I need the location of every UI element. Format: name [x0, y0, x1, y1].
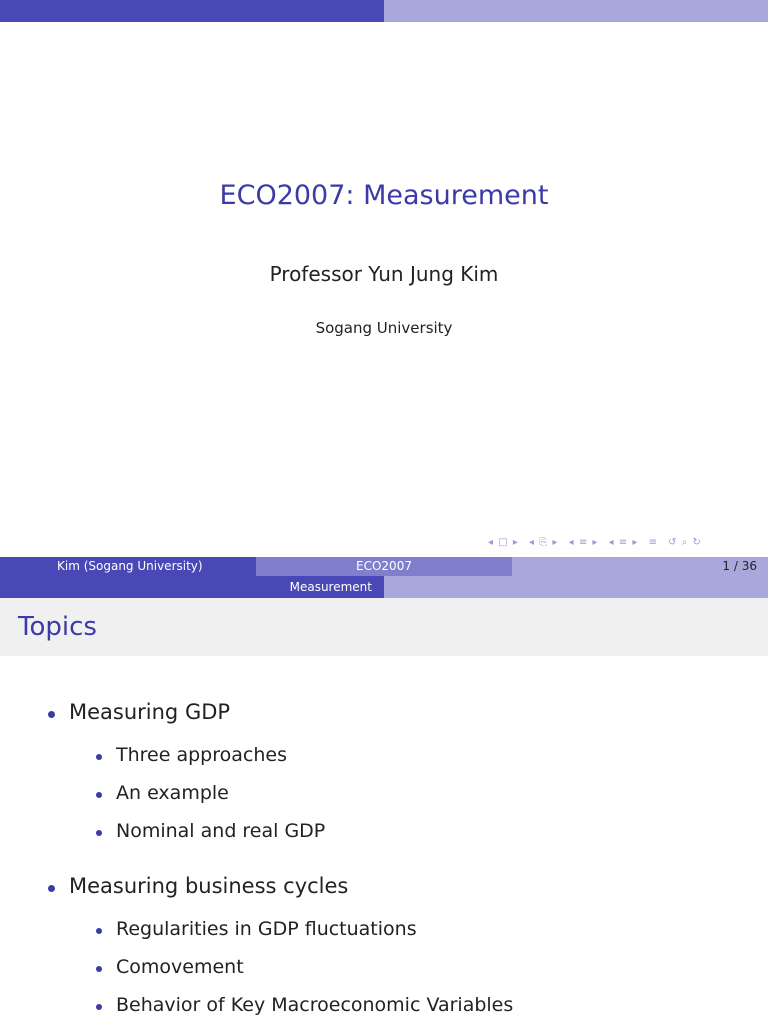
list-subitem [116, 782, 229, 804]
list-item-label: Measuring business cycles [69, 874, 349, 898]
bullet-icon [96, 928, 102, 934]
page-number: 1 / 36 [722, 559, 757, 573]
footline-author-box [0, 557, 256, 576]
list-item [69, 700, 230, 724]
nav-section-icon[interactable]: ◂ ≡ ▸ [568, 537, 599, 548]
list-subitem-label: Comovement [116, 956, 244, 978]
list-subitem [116, 956, 244, 978]
list-item [69, 874, 348, 898]
frame-title-bar [0, 598, 768, 656]
footline-title-box [256, 557, 512, 576]
bullet-icon [96, 830, 102, 836]
bullet-icon [96, 1004, 102, 1010]
presentation-author: Professor Yun Jung Kim [269, 262, 499, 286]
list-item-label: Measuring GDP [69, 700, 231, 724]
list-subitem [116, 994, 513, 1016]
frame-title: Topics [18, 612, 97, 642]
section-label[interactable]: Measurement [289, 580, 372, 594]
footline-title: ECO2007 [356, 559, 412, 573]
list-subitem-label: Nominal and real GDP [116, 820, 326, 842]
top-header-bar [0, 0, 768, 22]
list-subitem-label: Three approaches [116, 744, 287, 766]
nav-document-icon[interactable]: ≡ [648, 537, 658, 548]
beamer-navigation-symbols[interactable] [488, 537, 708, 548]
bullet-icon [48, 711, 55, 718]
nav-subsection-icon[interactable]: ◂ ⎘ ▸ [529, 537, 559, 548]
section-bar-left[interactable] [0, 576, 384, 598]
nav-part-icon[interactable]: ◂ ≡ ▸ [608, 537, 639, 548]
list-subitem-label: Behavior of Key Macroeconomic Variables [116, 994, 514, 1016]
section-bar-right [384, 576, 768, 598]
presentation-institute: Sogang University [315, 319, 453, 337]
top-header-right [384, 0, 768, 22]
bullet-icon [96, 754, 102, 760]
bullet-icon [48, 885, 55, 892]
list-subitem [116, 820, 325, 842]
top-header-left [0, 0, 384, 22]
footline-author: Kim (Sogang University) [57, 559, 203, 573]
nav-search-icon[interactable]: ↺ ⌕ ↻ [668, 537, 702, 548]
bullet-icon [96, 966, 102, 972]
list-subitem [116, 918, 417, 940]
list-subitem-label: An example [116, 782, 229, 804]
list-subitem-label: Regularities in GDP fluctuations [116, 918, 417, 940]
footline [0, 557, 768, 576]
footline-page-box [512, 557, 768, 576]
section-bar [0, 576, 768, 598]
list-subitem [116, 744, 287, 766]
presentation-title: ECO2007: Measurement [219, 180, 549, 211]
bullet-icon [96, 792, 102, 798]
nav-frame-icon[interactable]: ◂ □ ▸ [488, 537, 519, 548]
